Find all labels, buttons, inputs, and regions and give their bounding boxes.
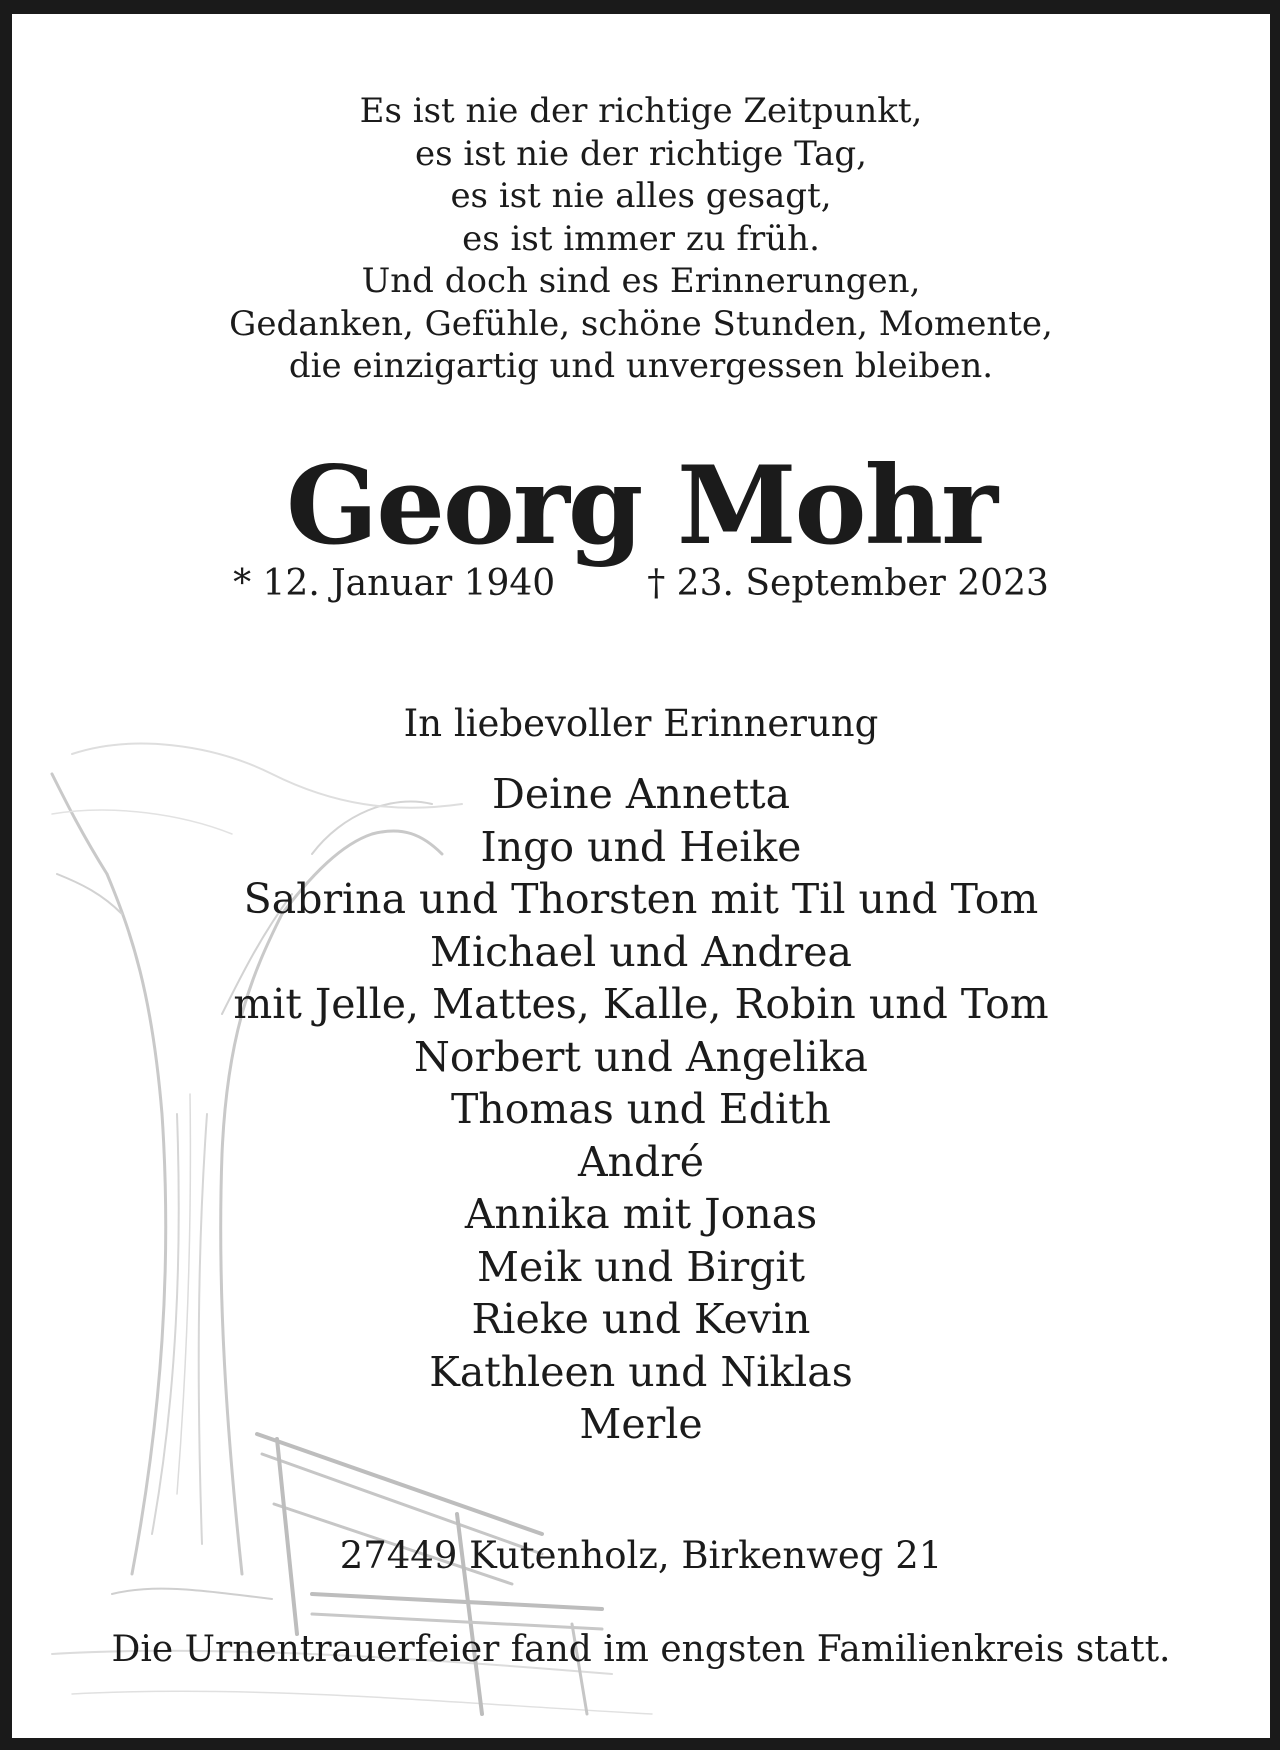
poem-line: Und doch sind es Erinnerungen,	[361, 261, 921, 301]
poem-line: die einzigartig und unvergessen bleiben.	[288, 346, 994, 386]
family-address: 27449 Kutenholz, Birkenweg 21	[339, 1534, 943, 1577]
service-note: Die Urnentrauerfeier fand im engsten Familienkreis statt.	[111, 1629, 1171, 1670]
mourner-line: Merle	[579, 1400, 703, 1448]
mourner-line: Norbert und Angelika	[414, 1032, 868, 1081]
memorial-poem	[12, 90, 1270, 388]
mourner-line: mit Jelle, Mattes, Kalle, Robin und Tom	[233, 980, 1049, 1028]
mourner-line: Michael und Andrea	[430, 927, 852, 976]
poem-line: es ist nie der richtige Tag,	[415, 133, 867, 174]
deceased-name: Georg Mohr	[285, 443, 996, 569]
mourner-line: Kathleen und Niklas	[429, 1347, 853, 1396]
birth-date: * 12. Januar 1940	[233, 563, 556, 604]
mourner-line: Meik und Birgit	[477, 1242, 805, 1291]
poem-line: es ist nie alles gesagt,	[450, 176, 832, 216]
mourner-line: Thomas und Edith	[450, 1085, 832, 1133]
remembrance-heading: In liebevoller Erinnerung	[403, 702, 879, 745]
mourner-line: André	[577, 1137, 705, 1186]
poem-line: es ist immer zu früh.	[462, 218, 820, 259]
poem-line: Gedanken, Gefühle, schöne Stunden, Momente,	[229, 303, 1053, 344]
mourner-line: Ingo und Heike	[480, 822, 802, 871]
life-dates	[12, 562, 1270, 606]
mourner-line: Deine Annetta	[491, 770, 791, 818]
mourner-line: Sabrina und Thorsten mit Til und Tom	[243, 875, 1039, 923]
mourner-line: Annika mit Jonas	[464, 1190, 818, 1238]
poem-line: Es ist nie der richtige Zeitpunkt,	[359, 91, 923, 131]
death-date: † 23. September 2023	[647, 563, 1049, 604]
mourner-line: Rieke und Kevin	[471, 1295, 811, 1343]
mourners-list	[12, 768, 1270, 1451]
